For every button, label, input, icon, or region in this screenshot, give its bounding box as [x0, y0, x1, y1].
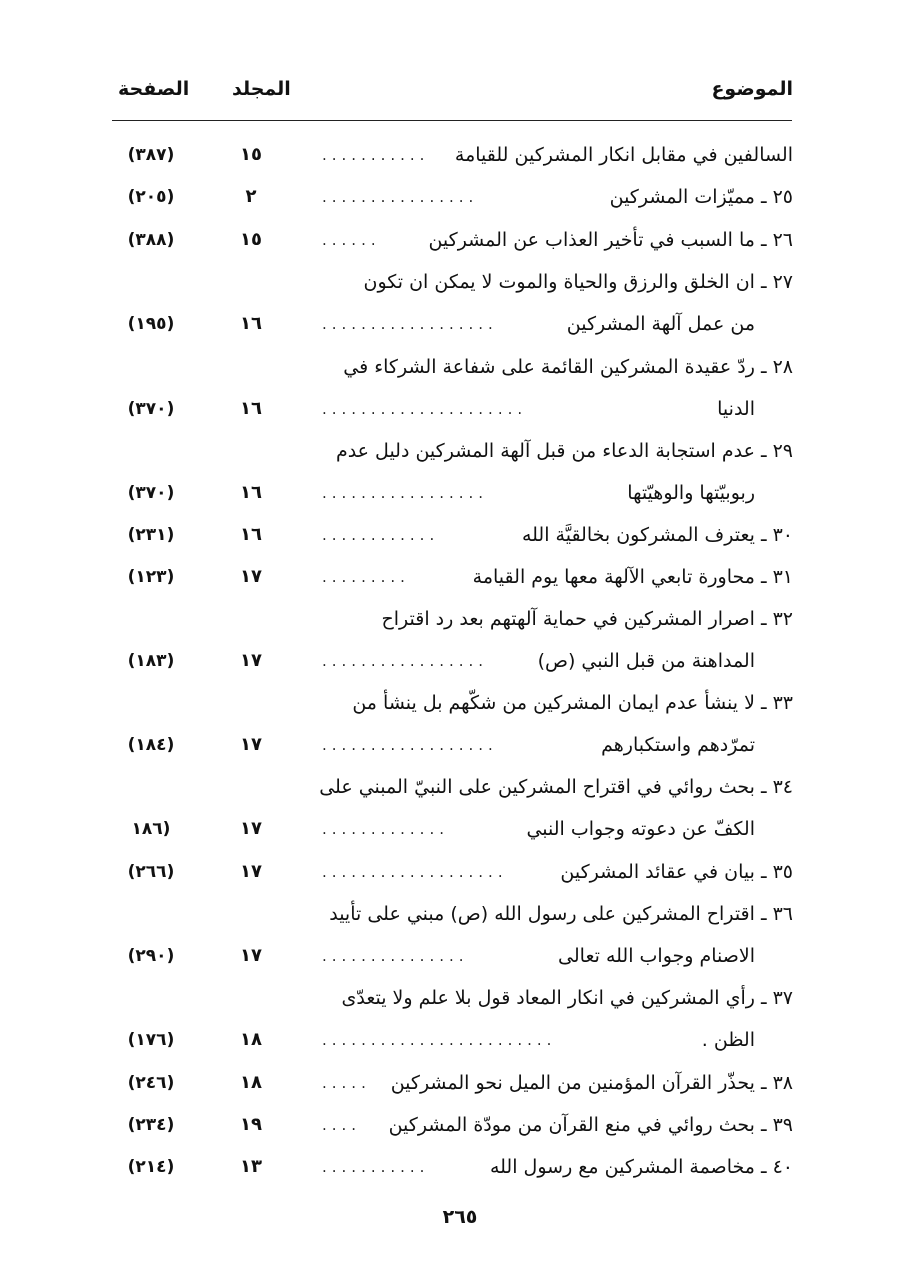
entry-volume: ١٧ — [240, 861, 262, 882]
entry-page: (١٩٥) — [127, 314, 175, 334]
entry-volume: ١٦ — [240, 524, 262, 545]
entry-title: ٣٦ ـ اقتراح المشركين على رسول الله (ص) مبني على تأييد — [329, 903, 793, 925]
entry-title: ٢٦ ـ ما السبب في تأخير العذاب عن المشركين — [428, 229, 793, 251]
leader-dots: ......... — [322, 568, 410, 586]
leader-dots: ................ — [322, 188, 479, 206]
entry-volume: ١٧ — [240, 945, 262, 966]
entry-page: (٢١٤) — [127, 1157, 175, 1177]
entry-title-continuation: الكفّ عن دعوته وجواب النبي — [526, 818, 755, 840]
leader-dots: .................. — [322, 315, 498, 333]
leader-dots: ........... — [322, 1158, 430, 1176]
leader-dots: .................. — [322, 736, 498, 754]
entry-title: ٢٩ ـ عدم استجابة الدعاء من قبل آلهة المشركين دليل عدم — [335, 440, 793, 462]
entry-title: ٢٥ ـ مميّزات المشركين — [609, 186, 793, 208]
entry-title: ٤٠ ـ مخاصمة المشركين مع رسول الله — [489, 1156, 793, 1178]
entry-page: (٣٧٠) — [127, 483, 175, 503]
header-rule — [112, 120, 792, 121]
entry-page: (٢٩٠) — [127, 946, 175, 966]
entry-page: (٣٨٧) — [127, 145, 175, 165]
entry-title: ٣٤ ـ بحث روائي في اقتراح المشركين على النبيّ المبني على — [319, 776, 793, 798]
leader-dots: ................. — [322, 652, 489, 670]
header-volume: المجلد — [232, 78, 291, 100]
entry-volume: ١٨ — [240, 1072, 262, 1093]
leader-dots: ..... — [322, 1074, 371, 1092]
entry-page: (٢٣١) — [127, 525, 175, 545]
entry-page: (٢٣٤) — [127, 1115, 175, 1135]
entry-page: (٢٠٥) — [127, 187, 175, 207]
entry-title: ٢٨ ـ ردّ عقيدة المشركين القائمة على شفاعة الشركاء في — [343, 356, 793, 378]
entry-title-continuation: من عمل آلهة المشركين — [566, 313, 755, 335]
entry-volume: ١٧ — [240, 650, 262, 671]
entry-page: (٣٧٠) — [127, 399, 175, 419]
entry-volume: ١٦ — [240, 313, 262, 334]
entry-volume: ١٧ — [240, 734, 262, 755]
entry-title: السالفين في مقابل انكار المشركين للقيامة — [454, 144, 793, 166]
page-number: ٢٦٥ — [442, 1206, 478, 1228]
entry-title-continuation: الظن . — [701, 1029, 755, 1051]
header-topic: الموضوع — [711, 78, 793, 100]
entry-volume: ١٦ — [240, 482, 262, 503]
leader-dots: ........... — [322, 146, 430, 164]
leader-dots: ........................ — [322, 1031, 557, 1049]
entry-page: (١٧٦) — [127, 1030, 175, 1050]
entry-volume: ٢ — [245, 186, 257, 207]
entry-title: ٣٨ ـ يحذّر القرآن المؤمنين من الميل نحو المشركين — [390, 1072, 793, 1094]
entry-title-continuation: المداهنة من قبل النبي (ص) — [537, 650, 755, 672]
entry-volume: ١٥ — [240, 144, 262, 165]
entry-page: (١٢٣) — [127, 567, 175, 587]
entry-page: (١٨٣) — [127, 651, 175, 671]
entry-title-continuation: الاصنام وجواب الله تعالى — [558, 945, 755, 967]
leader-dots: .... — [322, 1116, 362, 1134]
entry-title: ٣٧ ـ رأي المشركين في انكار المعاد قول بلا علم ولا يتعدّى — [341, 987, 793, 1009]
entry-volume: ١٦ — [240, 398, 262, 419]
entry-title: ٣٠ ـ يعترف المشركون بخالقيَّة الله — [521, 524, 793, 546]
entry-volume: ١٥ — [240, 229, 262, 250]
entry-volume: ١٩ — [240, 1114, 262, 1135]
entry-title-continuation: ربوبيّتها والوهيّتها — [627, 482, 755, 504]
leader-dots: ................... — [322, 863, 508, 881]
entry-title: ٢٧ ـ ان الخلق والرزق والحياة والموت لا يمكن ان تكون — [363, 271, 793, 293]
entry-volume: ١٨ — [240, 1029, 262, 1050]
entry-title: ٣٥ ـ بيان في عقائد المشركين — [560, 861, 793, 883]
entry-title: ٣٢ ـ اصرار المشركين في حماية آلهتهم بعد رد اقتراح — [381, 608, 793, 630]
entry-page: (١٨٤) — [127, 735, 175, 755]
leader-dots: ............. — [322, 820, 449, 838]
entry-title: ٣٩ ـ بحث روائي في منع القرآن من مودّة المشركين — [388, 1114, 793, 1136]
leader-dots: ................. — [322, 484, 489, 502]
entry-volume: ١٧ — [240, 818, 262, 839]
leader-dots: ............... — [322, 947, 469, 965]
entry-page: (١٨٦ — [131, 819, 171, 839]
entry-title: ٣٣ ـ لا ينشأ عدم ايمان المشركين من شكّهم بل ينشأ من — [352, 692, 793, 714]
header-page: الصفحة — [118, 78, 190, 100]
entry-volume: ١٣ — [240, 1156, 262, 1177]
entry-title-continuation: الدنيا — [717, 398, 755, 420]
leader-dots: ...... — [322, 231, 381, 249]
entry-title-continuation: تمرّدهم واستكبارهم — [601, 734, 755, 756]
entry-page: (٣٨٨) — [127, 230, 175, 250]
entry-page: (٢٤٦) — [127, 1073, 175, 1093]
entry-page: (٢٦٦) — [127, 862, 175, 882]
leader-dots: ..................... — [322, 400, 528, 418]
entry-title: ٣١ ـ محاورة تابعي الآلهة معها يوم القيامة — [472, 566, 793, 588]
leader-dots: ............ — [322, 526, 440, 544]
entry-volume: ١٧ — [240, 566, 262, 587]
